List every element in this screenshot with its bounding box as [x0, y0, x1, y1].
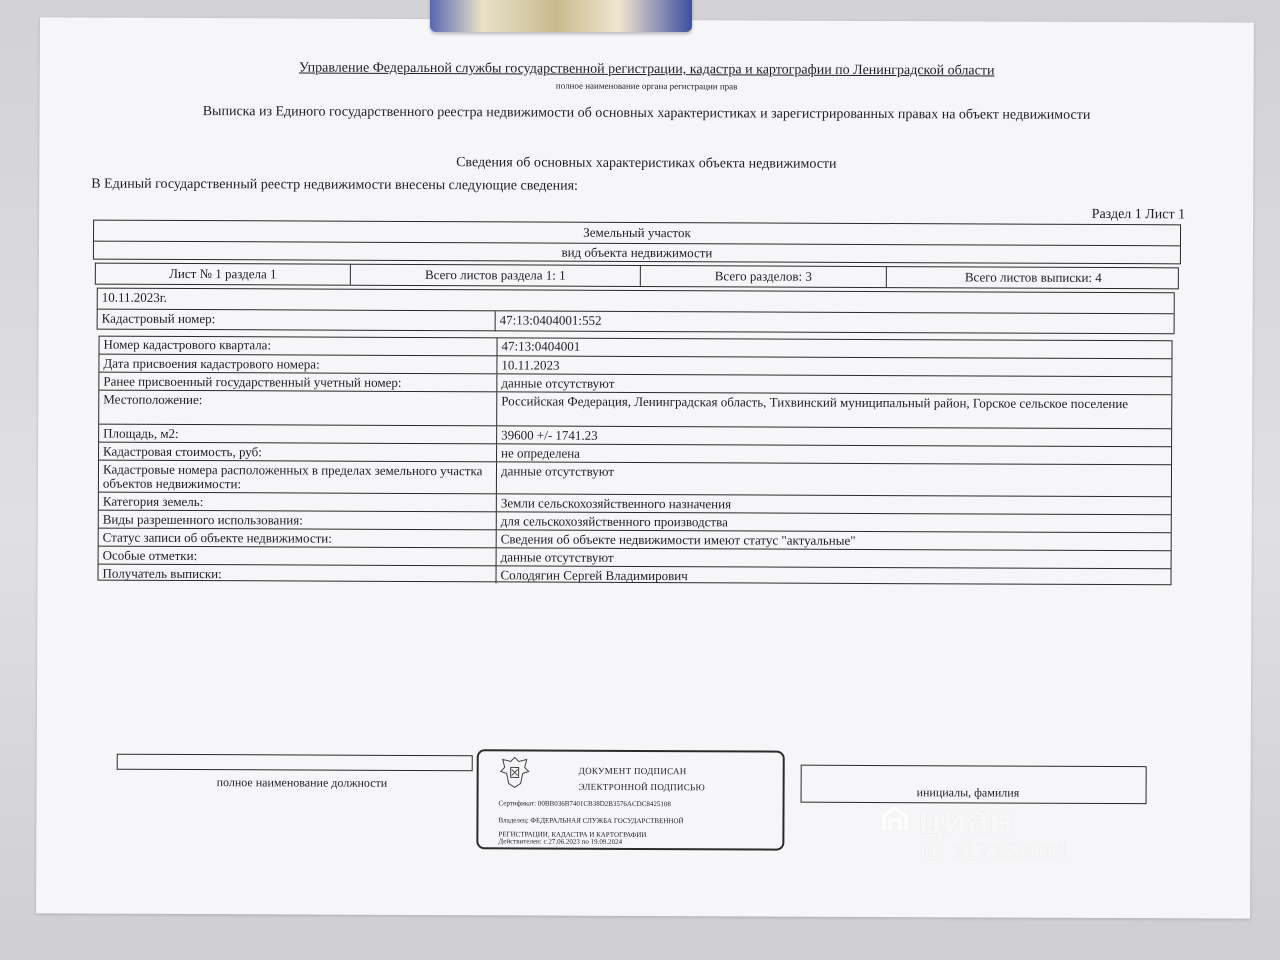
- row-label: Местоположение:: [99, 391, 497, 426]
- row-value: Российская Федерация, Ленинградская область, Тихвинский муниципальный район, Горское сельское поселение: [501, 393, 1129, 412]
- row-label: Дата присвоения кадастрового номера:: [99, 355, 497, 374]
- object-type-box: [93, 220, 1181, 265]
- stamp-signed-text: ДОКУМЕНТ ПОДПИСАН: [578, 765, 687, 777]
- fridge-magnet: [430, 0, 692, 32]
- section-title: Сведения об основных характеристиках объекта недвижимости: [456, 155, 837, 172]
- extract-date: 10.11.2023г.: [101, 289, 167, 305]
- electronic-signature-stamp: [476, 749, 784, 850]
- row-value: для сельскохозяйственного производства: [500, 513, 728, 530]
- row-label: Кадастровые номера расположенных в пределах земельного участка объектов недвижимости:: [99, 461, 497, 494]
- cadastral-number-label: Кадастровый номер:: [98, 310, 496, 332]
- stamp-certificate: Сертификат: 00BB036B7401CB38D2B3576ACDC8425108: [498, 799, 671, 809]
- row-value: 47:13:0404001: [501, 338, 581, 354]
- sheet-info-cell: Всего разделов: 3: [641, 266, 887, 287]
- row-value: Солодягин Сергей Владимирович: [500, 567, 688, 584]
- row-value: не определена: [501, 445, 581, 461]
- initials-caption: инициалы, фамилия: [916, 785, 1020, 800]
- sheet-info-cell: Лист № 1 раздела 1: [96, 264, 351, 285]
- position-field: [117, 754, 473, 772]
- row-value: данные отсутствуют: [500, 463, 615, 479]
- authority-name: Управление Федеральной службы государственной регистрации, кадастра и картографии по Ленинградской области: [298, 60, 995, 79]
- row-label: Ранее присвоенный государственный учетный номер:: [99, 373, 497, 392]
- stamp-owner-line2: РЕГИСТРАЦИИ, КАДАСТРА И КАРТОГРАФИИ: [498, 830, 647, 840]
- row-label: Особые отметки:: [99, 547, 497, 566]
- row-label: Получатель выписки:: [98, 565, 496, 584]
- row-value: данные отсутствуют: [501, 375, 615, 391]
- characteristics-table: [98, 336, 1173, 586]
- table-row: [99, 460, 1171, 497]
- intro-text: В Единый государственный реестр недвижимости внесены следующие сведения:: [91, 176, 578, 194]
- cian-watermark: [880, 800, 1070, 864]
- listing-id: ID 317358091: [920, 839, 1071, 864]
- row-label: Площадь, м2:: [99, 425, 497, 444]
- date-cadastral-block: [97, 288, 1175, 335]
- extract-document: [36, 17, 1254, 918]
- row-value: данные отсутствуют: [500, 549, 614, 565]
- row-value: Земли сельскохозяйственного назначения: [500, 495, 732, 512]
- position-caption: полное наименование должности: [216, 775, 388, 790]
- table-row: [99, 390, 1171, 429]
- sheet-info-cell: Всего листов выписки: 4: [964, 269, 1102, 285]
- row-label: Номер кадастрового квартала:: [99, 336, 497, 356]
- row-label: Кадастровая стоимость, руб:: [99, 443, 497, 462]
- row-label: Статус записи об объекте недвижимости:: [99, 529, 497, 548]
- row-value: 10.11.2023: [501, 357, 560, 373]
- cadastral-number-value: 47:13:0404001:552: [499, 312, 602, 328]
- eagle-emblem-icon: [499, 755, 531, 789]
- object-type-caption: вид объекта недвижимости: [561, 244, 713, 261]
- row-value: Сведения об объекте недвижимости имеют статус "актуальные": [500, 531, 856, 548]
- sheet-info-row: [95, 263, 1179, 290]
- sheet-info-cell: Всего листов раздела 1: 1: [351, 265, 641, 286]
- stamp-owner-line1: Владелец: ФЕДЕРАЛЬНАЯ СЛУЖБА ГОСУДАРСТВЕННОЙ: [498, 816, 684, 826]
- stamp-validity: Действителен: с 27.06.2023 по 19.09.2024: [498, 837, 623, 846]
- object-type: Земельный участок: [583, 224, 691, 241]
- row-value: 39600 +/- 1741.23: [501, 427, 598, 443]
- extract-title: Выписка из Единого государственного реестра недвижимости об основных характеристиках и зарегистрированных правах на объект недвижимости: [202, 104, 1091, 123]
- cian-logo-icon: [880, 804, 910, 834]
- row-label: Виды разрешенного использования:: [99, 511, 497, 530]
- authority-caption: полное наименование органа регистрации прав: [555, 80, 738, 92]
- cian-brand: циан: [918, 798, 1014, 842]
- table-row: [98, 564, 1170, 587]
- stamp-esign-text: ЭЛЕКТРОННОЙ ПОДПИСЬЮ: [578, 781, 706, 793]
- row-label: Категория земель:: [99, 493, 497, 512]
- sheet-reference: Раздел 1 Лист 1: [1091, 206, 1186, 223]
